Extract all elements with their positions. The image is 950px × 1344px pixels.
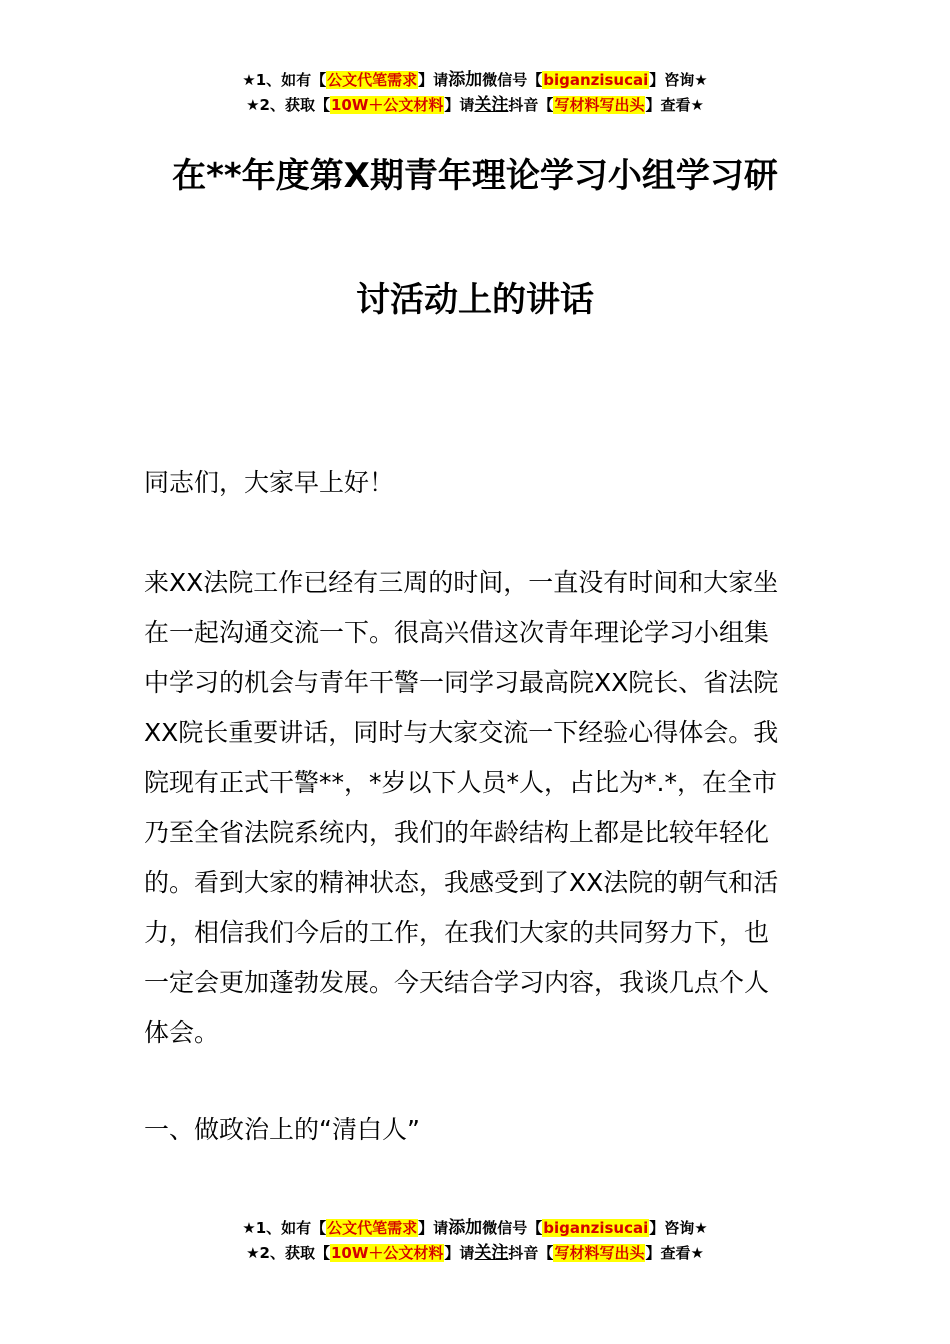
body-line: 在一起沟通交流一下。很高兴借这次青年理论学习小组集 bbox=[144, 618, 770, 647]
highlight-materials: 10W＋公文材料 bbox=[330, 96, 444, 114]
body-line: XX院长重要讲话，同时与大家交流一下经验心得体会。我 bbox=[144, 718, 779, 747]
banner-line-2: ★2、获取【10W＋公文材料】请关注抖音【写材料写出头】查看★ bbox=[246, 1243, 704, 1263]
banner-line-1: ★1、如有【公文代笔需求】请添加微信号【biganzisucai】咨询★ bbox=[242, 1218, 708, 1238]
section-heading-1: 一、做政治上的“清白人” bbox=[144, 1115, 420, 1144]
highlight-service: 公文代笔需求 bbox=[327, 1219, 418, 1237]
document-title-line-2: 讨活动上的讲话 bbox=[356, 280, 594, 320]
highlight-douyin: 写材料写出头 bbox=[554, 1244, 645, 1262]
highlight-wechat-id: biganzisucai bbox=[543, 1219, 649, 1237]
body-line: 院现有正式干警**，*岁以下人员*人，占比为*.*，在全市 bbox=[144, 768, 777, 797]
body-line: 力，相信我们今后的工作，在我们大家的共同努力下，也 bbox=[144, 918, 770, 947]
highlight-wechat-id: biganzisucai bbox=[543, 71, 649, 89]
body-line: 中学习的机会与青年干警一同学习最高院XX院长、省法院 bbox=[144, 668, 779, 697]
banner-line-2: ★2、获取【10W＋公文材料】请关注抖音【写材料写出头】查看★ bbox=[246, 95, 704, 115]
greeting: 同志们，大家早上好！ bbox=[144, 468, 395, 497]
body-line: 的。看到大家的精神状态，我感受到了XX法院的朝气和活 bbox=[144, 868, 779, 897]
highlight-materials: 10W＋公文材料 bbox=[330, 1244, 444, 1262]
bottom-banner bbox=[0, 1216, 950, 1266]
document-title-line-1: 在**年度第X期青年理论学习小组学习研 bbox=[172, 156, 778, 196]
body-line: 乃至全省法院系统内，我们的年龄结构上都是比较年轻化 bbox=[144, 818, 770, 847]
highlight-douyin: 写材料写出头 bbox=[554, 96, 645, 114]
body-paragraph bbox=[144, 558, 814, 1058]
banner-line-1: ★1、如有【公文代笔需求】请添加微信号【biganzisucai】咨询★ bbox=[242, 70, 708, 90]
body-line: 来XX法院工作已经有三周的时间，一直没有时间和大家坐 bbox=[144, 568, 779, 597]
body-line: 一定会更加蓬勃发展。今天结合学习内容，我谈几点个人 bbox=[144, 968, 770, 997]
body-line: 体会。 bbox=[144, 1018, 220, 1047]
top-banner bbox=[0, 68, 950, 118]
highlight-service: 公文代笔需求 bbox=[327, 71, 418, 89]
